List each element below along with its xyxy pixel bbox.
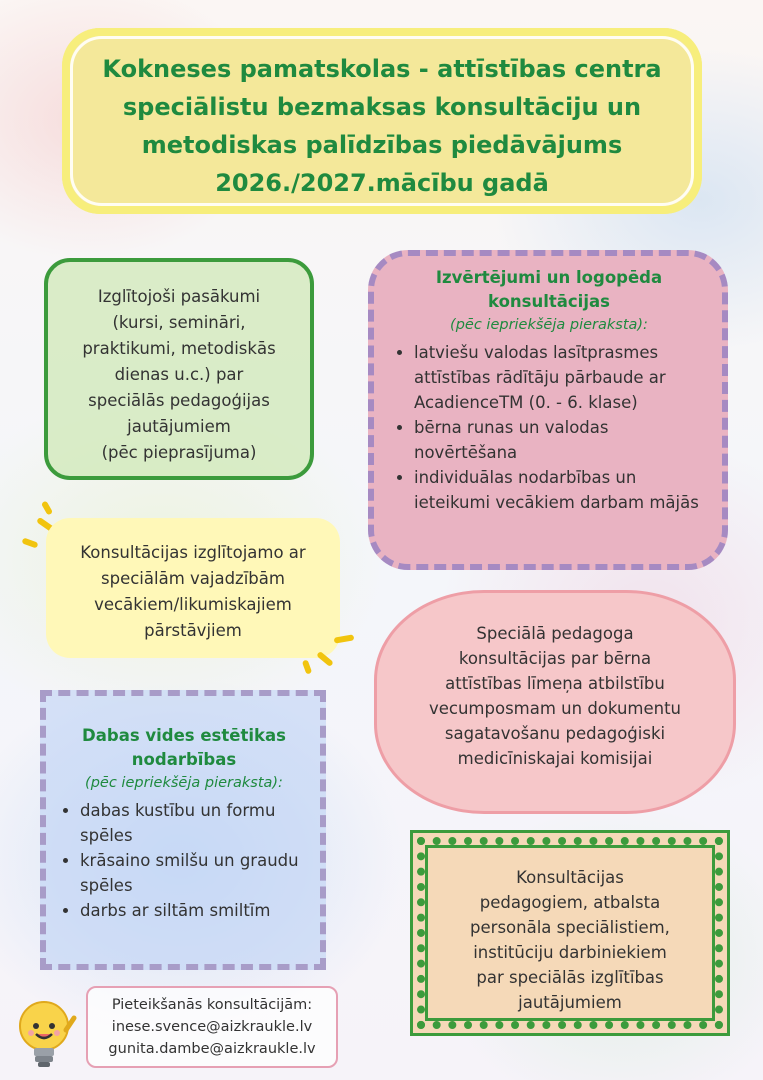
text-line: Konsultācijas bbox=[516, 868, 624, 887]
sun-ray-icon bbox=[21, 537, 38, 548]
contact-label: Pieteikšanās konsultācijām: bbox=[111, 997, 313, 1013]
title-line: Kokneses pamatskolas - attīstības centra bbox=[102, 55, 662, 83]
parents-consultations-text bbox=[54, 540, 332, 644]
text-line: Konsultācijas izglītojamo ar bbox=[80, 543, 306, 562]
heading-line: Dabas vides estētikas bbox=[82, 726, 286, 745]
text-line: jautājumiem bbox=[127, 417, 231, 436]
lightbulb-mascot-icon bbox=[14, 996, 78, 1072]
title-line: 2026./2027.mācību gadā bbox=[215, 169, 549, 197]
nature-activities-box bbox=[40, 690, 326, 970]
educational-events-text bbox=[58, 284, 300, 466]
evaluations-heading bbox=[392, 266, 706, 314]
list-item: • individuālas nodarbības un ieteikumi vecākiem darbam mājās bbox=[414, 465, 706, 515]
contact-email[interactable]: gunita.dambe@aizkraukle.lv bbox=[108, 1041, 316, 1057]
evaluations-box bbox=[368, 250, 728, 570]
teachers-consultations-text bbox=[437, 865, 703, 1015]
nature-list bbox=[58, 798, 310, 923]
evaluations-list bbox=[392, 340, 706, 515]
text-line: (kursi, semināri, bbox=[112, 313, 246, 332]
text-line: Izglītojoši pasākumi bbox=[97, 287, 261, 306]
list-item: • latviešu valodas lasītprasmes attīstības rādītāju pārbaude ar AcadienceTM (0. - 6. klase) bbox=[414, 340, 706, 415]
nature-heading bbox=[58, 724, 310, 772]
teachers-consultations-frame bbox=[410, 830, 730, 1036]
text-line: Speciālā pedagoga bbox=[476, 624, 634, 643]
text-line: par speciālās izglītības bbox=[476, 968, 664, 987]
parents-consultations-box bbox=[46, 518, 340, 658]
heading-line: Izvērtējumi un logopēda bbox=[435, 268, 663, 287]
sun-ray-icon bbox=[41, 500, 53, 515]
educational-events-box bbox=[44, 258, 314, 480]
text-line: vecākiem/likumiskajiem bbox=[94, 595, 292, 614]
text-line: pārstāvjiem bbox=[144, 621, 242, 640]
page-title bbox=[82, 50, 682, 202]
text-line: institūciju darbiniekiem bbox=[473, 943, 667, 962]
text-line: sagatavošanu pedagoģiski bbox=[444, 724, 666, 743]
special-educator-text bbox=[387, 621, 723, 771]
text-line: dienas u.c.) par bbox=[114, 365, 244, 384]
title-line: metodiskas palīdzības piedāvājums bbox=[141, 131, 623, 159]
text-line: pedagogiem, atbalsta bbox=[479, 893, 661, 912]
special-educator-cloud bbox=[374, 590, 736, 814]
text-line: vecumposmam un dokumentu bbox=[428, 699, 682, 718]
heading-line: nodarbības bbox=[131, 750, 237, 769]
text-line: medicīniskajai komisijai bbox=[457, 749, 653, 768]
text-line: praktikumi, metodiskās bbox=[82, 339, 276, 358]
nature-note: (pēc iepriekšēja pieraksta): bbox=[85, 775, 283, 791]
heading-line: konsultācijas bbox=[488, 292, 610, 311]
text-line: attīstības līmeņa atbilstību bbox=[445, 674, 665, 693]
sun-ray-icon bbox=[302, 659, 312, 674]
list-item: • krāsaino smilšu un graudu spēles bbox=[80, 848, 310, 898]
text-line: speciālās pedagoģijas bbox=[88, 391, 270, 410]
text-line: (pēc pieprasījuma) bbox=[101, 443, 257, 462]
evaluations-note: (pēc iepriekšēja pieraksta): bbox=[450, 317, 648, 333]
title-banner bbox=[62, 28, 702, 214]
text-line: konsultācijas par bērna bbox=[458, 649, 652, 668]
list-item: • darbs ar siltām smiltīm bbox=[80, 898, 310, 923]
list-item: • dabas kustību un formu spēles bbox=[80, 798, 310, 848]
list-item: • bērna runas un valodas novērtēšana bbox=[414, 415, 706, 465]
contact-box bbox=[86, 986, 338, 1068]
contact-text bbox=[92, 994, 332, 1060]
text-line: jautājumiem bbox=[518, 993, 622, 1012]
text-line: speciālām vajadzībām bbox=[101, 569, 285, 588]
text-line: personāla speciālistiem, bbox=[470, 918, 670, 937]
title-line: speciālistu bezmaksas konsultāciju un bbox=[122, 93, 642, 121]
contact-email[interactable]: inese.svence@aizkraukle.lv bbox=[111, 1019, 313, 1035]
